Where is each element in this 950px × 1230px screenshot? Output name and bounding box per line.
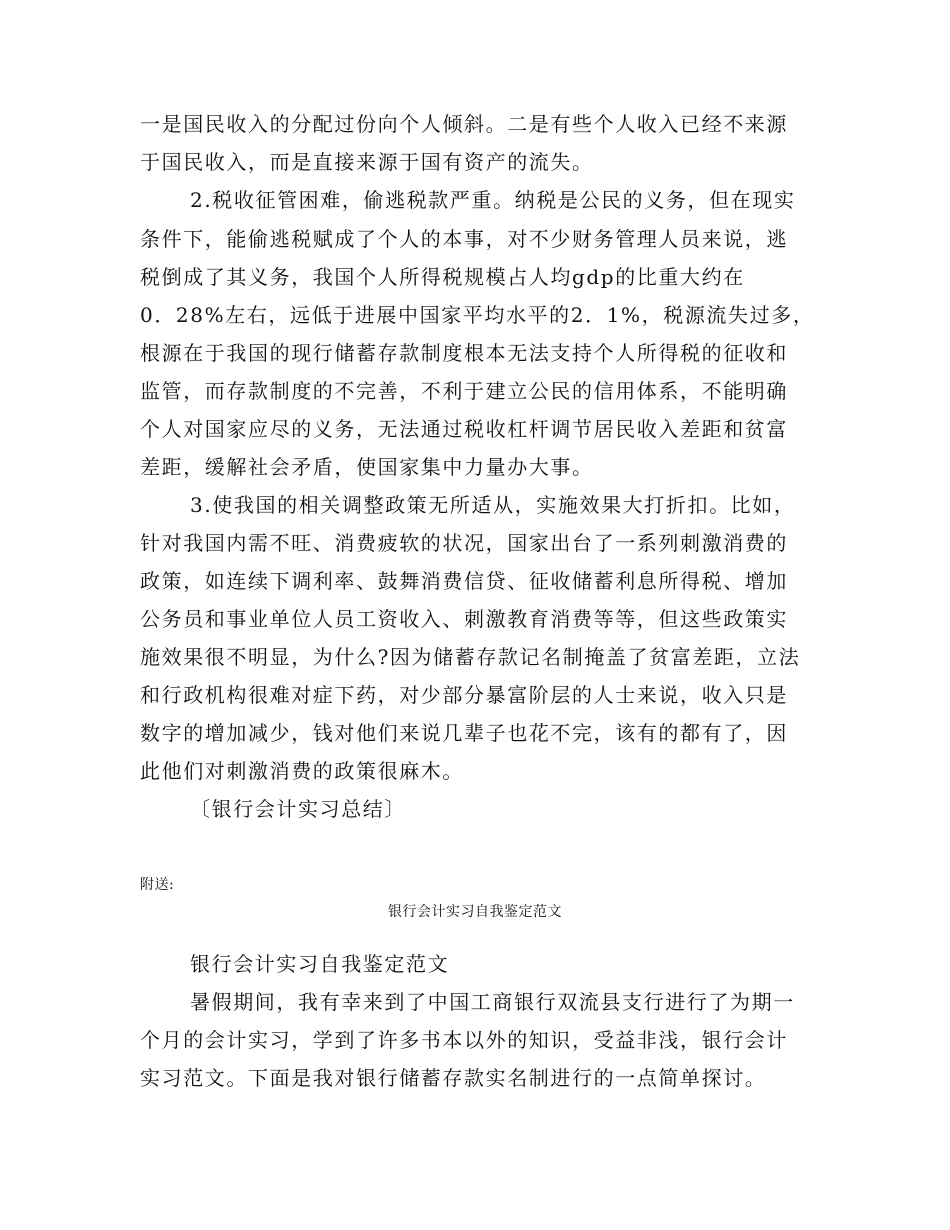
appendix-label: 附送: bbox=[140, 877, 175, 893]
section-heading: 银行会计实习自我鉴定范文 bbox=[190, 952, 450, 976]
body-line-17: 数字的增加减少，钱对他们来说几辈子也花不完，该有的都有了，因 bbox=[140, 721, 788, 745]
body-line-15: 施效果很不明显，为什么?因为储蓄存款记名制掩盖了贫富差距，立法 bbox=[140, 645, 801, 669]
body-line-9: 个人对国家应尽的义务，无法通过税收杠杆调节居民收入差距和贫富 bbox=[140, 417, 788, 441]
body-line-18: 此他们对刺激消费的政策很麻木。 bbox=[140, 759, 464, 783]
body-line-8: 监管，而存款制度的不完善，不利于建立公民的信用体系，不能明确 bbox=[140, 379, 788, 403]
section-line-3: 实习范文。下面是我对银行储蓄存款实名制进行的一点简单探讨。 bbox=[140, 1066, 767, 1090]
body-line-12: 针对我国内需不旺、消费疲软的状况，国家出台了一系列刺激消费的 bbox=[140, 531, 788, 555]
body-line-2: 于国民收入，而是直接来源于国有资产的流失。 bbox=[140, 150, 594, 174]
body-line-10: 差距，缓解社会矛盾，使国家集中力量办大事。 bbox=[140, 455, 594, 479]
body-line-4: 条件下，能偷逃税赋成了个人的本事，对不少财务管理人员来说，逃 bbox=[140, 227, 788, 251]
body-line-6: 0．28%左右，远低于进展中国家平均水平的2．1%，税源流失过多， bbox=[140, 303, 815, 327]
body-line-16: 和行政机构很难对症下药，对少部分暴富阶层的人士来说，收入只是 bbox=[140, 683, 788, 707]
body-line-7: 根源在于我国的现行储蓄存款制度根本无法支持个人所得税的征收和 bbox=[140, 341, 788, 365]
body-line-14: 公务员和事业单位人员工资收入、刺激教育消费等等，但这些政策实 bbox=[140, 607, 788, 631]
body-line-3: 2.税收征管困难，偷逃税款严重。纳税是公民的义务，但在现实 bbox=[190, 188, 796, 212]
section-line-2: 个月的会计实习，学到了许多书本以外的知识，受益非浅，银行会计 bbox=[140, 1028, 788, 1052]
body-line-11: 3.使我国的相关调整政策无所适从，实施效果大打折扣。比如， bbox=[190, 493, 796, 517]
summary-note: 〔银行会计实习总结〕 bbox=[190, 797, 406, 821]
body-line-1: 一是国民收入的分配过份向个人倾斜。二是有些个人收入已经不来源 bbox=[140, 112, 788, 136]
section-line-1: 暑假期间，我有幸来到了中国工商银行双流县支行进行了为期一 bbox=[190, 990, 795, 1014]
appendix-title: 银行会计实习自我鉴定范文 bbox=[388, 904, 562, 920]
body-line-13: 政策，如连续下调利率、鼓舞消费信贷、征收储蓄利息所得税、增加 bbox=[140, 569, 788, 593]
body-line-5: 税倒成了其义务，我国个人所得税规模占人均gdp的比重大约在 bbox=[140, 265, 745, 289]
